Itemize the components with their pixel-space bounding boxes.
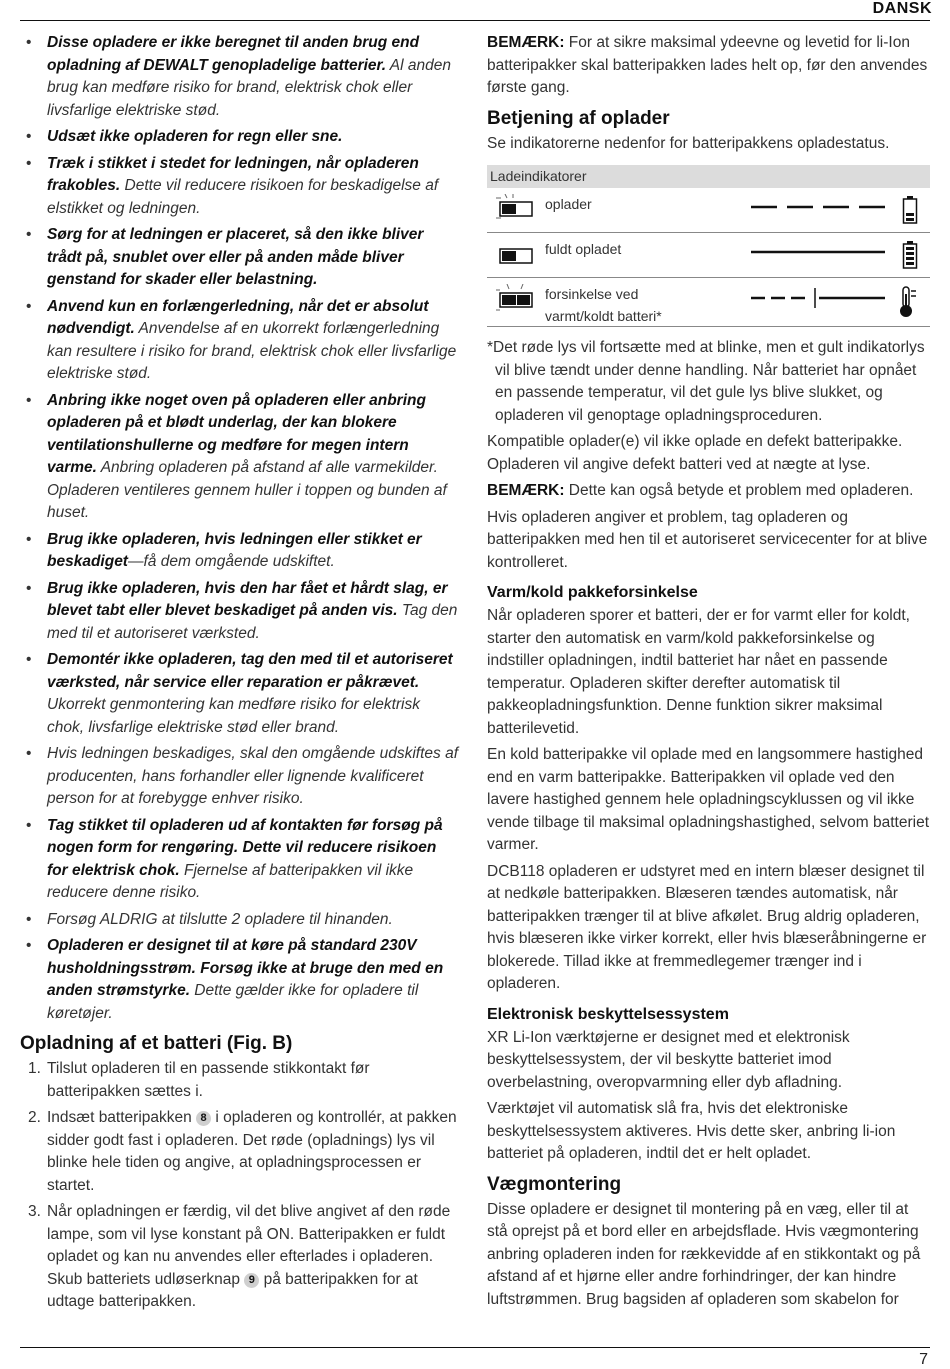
part-number-badge: 9 bbox=[244, 1273, 259, 1288]
thermometer-icon bbox=[898, 286, 918, 318]
part-number-badge: 8 bbox=[196, 1111, 211, 1126]
indicator-row-delay bbox=[487, 278, 930, 327]
problem-paragraph: Hvis opladeren angiver et problem, tag opladeren og batteripakken med hen til et autoriseret servicecenter for at blive kontrolleret. bbox=[487, 508, 928, 571]
charge-indicator-table bbox=[487, 165, 930, 327]
list-item: 2. Indsæt batteripakken 8 i opladeren og kontrollér, at pakken sidder godt fast i opladeren. Det røde (opladnings) lys vil blinke hele tiden og angive, at opladningsprocessen er startet. bbox=[28, 1109, 457, 1194]
indicator-label: oplader bbox=[545, 196, 592, 212]
delay-pattern bbox=[749, 288, 889, 308]
left-column bbox=[20, 32, 460, 1318]
wall-heading: Vægmontering bbox=[487, 1173, 622, 1195]
hotcold-heading: Varm/kold pakkeforsinkelse bbox=[487, 584, 698, 601]
charging-steps-list bbox=[20, 1058, 460, 1314]
charger-blinking-icon bbox=[495, 194, 535, 222]
indicator-label: forsinkelse ved varmt/koldt batteri* bbox=[545, 286, 662, 324]
footer-rule bbox=[20, 1347, 930, 1348]
list-item: • Træk i stikket i stedet for ledningen, når opladeren frakobles. Dette vil reducere risikoen for beskadigelse af elstikket og ledningen. bbox=[26, 154, 439, 217]
note-paragraph: BEMÆRK: Dette kan også betyde et problem med opladeren. bbox=[487, 482, 914, 499]
right-column bbox=[487, 32, 930, 1315]
list-item: • Anvend kun en forlængerledning, når det er absolut nødvendigt. Anvendelse af en ukorrekt forlængerledning kan resultere i risiko for brand, elektrisk chok eller livsfarlige elektriske stød. bbox=[26, 297, 457, 382]
indicator-row-full bbox=[487, 233, 930, 278]
indicator-label: fuldt opladet bbox=[545, 241, 622, 257]
charger-delay-icon bbox=[495, 284, 535, 314]
list-item: • Sørg for at ledningen er placeret, så den ikke bliver trådt på, snublet over eller på anden måde bliver genstand for skader eller belastning. bbox=[26, 226, 424, 288]
list-item: • Opladeren er designet til at køre på standard 230V husholdningsstrøm. Forsøg ikke at bruge den med en anden strømstyrke. Dette gælder ikke for opladere til køretøjer. bbox=[26, 937, 444, 1022]
compat-paragraph: Kompatible oplader(e) vil ikke oplade en defekt batteripakke. Opladeren vil angive defekt batteri ved at nægte at lyse. bbox=[487, 433, 903, 473]
list-item: 3. Når opladningen er færdig, vil det blive angivet af den røde lampe, som vil lyse konstant på ON. Batteripakken er fuldt opladet og kan nu anvendes eller efterlades i opladeren. Skub batteriets udløserknap 9 på batteripakken for at udtage batteripakken. bbox=[28, 1203, 451, 1310]
list-item: • Hvis ledningen beskadiges, skal den omgående udskiftes af producenten, hans forhandler eller lignende kvalificeret person for at forebygge enhver risiko. bbox=[26, 745, 459, 807]
language-label: DANSK bbox=[872, 0, 932, 17]
list-item: • Brug ikke opladeren, hvis ledningen eller stikket er beskadiget—få dem omgående udskiftet. bbox=[26, 530, 422, 570]
hotcold-paragraph-2: En kold batteripakke vil oplade med en langsommere hastighed end en varm batteripakke. Batteripakken vil oplade ved den lavere hastighed gennem hele opladningscyklussen og vil ikke vende tilbage til maksimal opladningshastighed, selvom batteriet varmer. bbox=[487, 746, 929, 853]
indicator-table-title: Ladeindikatorer bbox=[487, 165, 930, 188]
electronic-heading: Elektronisk beskyttelsessystem bbox=[487, 1005, 729, 1023]
page-number: 7 bbox=[919, 1351, 928, 1368]
header-rule bbox=[20, 20, 930, 21]
electronic-paragraph-2: Værktøjet vil automatisk slå fra, hvis det elektroniske beskyttelsessystem aktiveres. Hvis dette sker, anbring li-ion batteriet på opladeren, indtil det er helt opladet. bbox=[487, 1100, 896, 1162]
indicator-row-charging bbox=[487, 188, 930, 233]
charging-heading: Opladning af et batteri (Fig. B) bbox=[20, 1033, 293, 1054]
operation-intro: Se indikatorerne nedenfor for batteripakkens opladestatus. bbox=[487, 134, 890, 152]
safety-warnings-list bbox=[20, 32, 460, 1025]
star-note: *Det røde lys vil fortsætte med at blinke, men et gult indikatorlys vil blive tændt under denne handling. Når batteriet har opnået en passende temperatur, vil det gule lys blive slukket, og opladeren vil genoptage opladningsproceduren. bbox=[487, 339, 925, 424]
blinking-pattern bbox=[749, 202, 889, 212]
list-item: • Brug ikke opladeren, hvis den har fået et hårdt slag, er blevet tabt eller blevet beskadiget på anden vis. Tag den med til et autoriseret værksted. bbox=[26, 579, 458, 642]
charger-solid-icon bbox=[495, 246, 535, 266]
note-paragraph: BEMÆRK: For at sikre maksimal ydeevne og levetid for li-Ion batteripakker skal batteripakken lades helt op, før den anvendes første gang. bbox=[487, 34, 928, 96]
wall-paragraph: Disse opladere er designet til montering på en væg, eller til at stå oprejst på et bord eller en arbejdsflade. Hvis vægmontering anbring opladeren inden for rækkevidde af en stikkontakt og på afstand af et hjørne eller andre forhindringer, der kan hindre luftstrømmen. Brug bagsiden af opladeren som skabelon for bbox=[487, 1200, 921, 1308]
battery-full-icon bbox=[902, 240, 918, 270]
operation-heading: Betjening af oplader bbox=[487, 107, 670, 129]
list-item: • Demontér ikke opladeren, tag den med til et autoriseret værksted, når service eller reparation er påkrævet. Ukorrekt genmontering kan medføre risiko for elektrisk chok, livsfarlige elektriske stød eller brand. bbox=[26, 651, 453, 736]
list-item: • Disse opladere er ikke beregnet til anden brug end opladning af DEWALT genopladelige batterier. Al anden brug kan medføre risiko for brand, elektrisk chok eller livsfarlige elektriske stød. bbox=[26, 34, 451, 119]
list-item: • Udsæt ikke opladeren for regn eller sne. bbox=[26, 128, 343, 145]
list-item: • Tag stikket til opladeren ud af kontakten før forsøg på nogen form for rengøring. Dette vil reducere risikoen for elektrisk chok. Fjernelse af batteripakken vil ikke reducere denne risiko. bbox=[26, 816, 443, 901]
list-item: 1. Tilslut opladeren til en passende stikkontakt før batteripakken sættes i. bbox=[28, 1060, 370, 1100]
list-item: • Forsøg ALDRIG at tilslutte 2 opladere til hinanden. bbox=[26, 910, 393, 928]
battery-charging-icon bbox=[902, 195, 918, 225]
hotcold-paragraph-3: DCB118 opladeren er udstyret med en intern blæser designet til at nedkøle batteripakken. Blæseren tændes automatisk, når batteripakken trænger til at blive afkølet. Brug aldrig opladeren, hvis blæseren ikke virker korrekt, eller hvis blæseråbningerne er blokerede. Tillad ikke at fremmedlegemer trænger ind i opladeren. bbox=[487, 862, 927, 992]
list-item: • Anbring ikke noget oven på opladeren eller anbring opladeren på et blødt underlag, der kan blokere ventilationshullerne og medføre for megen intern varme. Anbring opladeren på afstand af alle varmekilder. Opladeren ventileres gennem huller i toppen og bunden af huset. bbox=[26, 391, 447, 521]
solid-pattern bbox=[749, 247, 889, 257]
hotcold-paragraph-1: Når opladeren sporer et batteri, der er for varmt eller for koldt, starter den automatisk en varm/kold pakkeforsinkelse og indstiller opladningen, indtil batteriet har nået en passende temperatur. Opladeren skifter derefter automatisk til pakkeopladningsfunktion. Denne funktion sikrer maksimal batterilevetid. bbox=[487, 607, 910, 737]
electronic-paragraph-1: XR Li-Ion værktøjerne er designet med et elektronisk beskyttelsessystem, der vil beskytte batteriet imod overbelastning, overopvarmning eller dyb afladning. bbox=[487, 1028, 850, 1091]
